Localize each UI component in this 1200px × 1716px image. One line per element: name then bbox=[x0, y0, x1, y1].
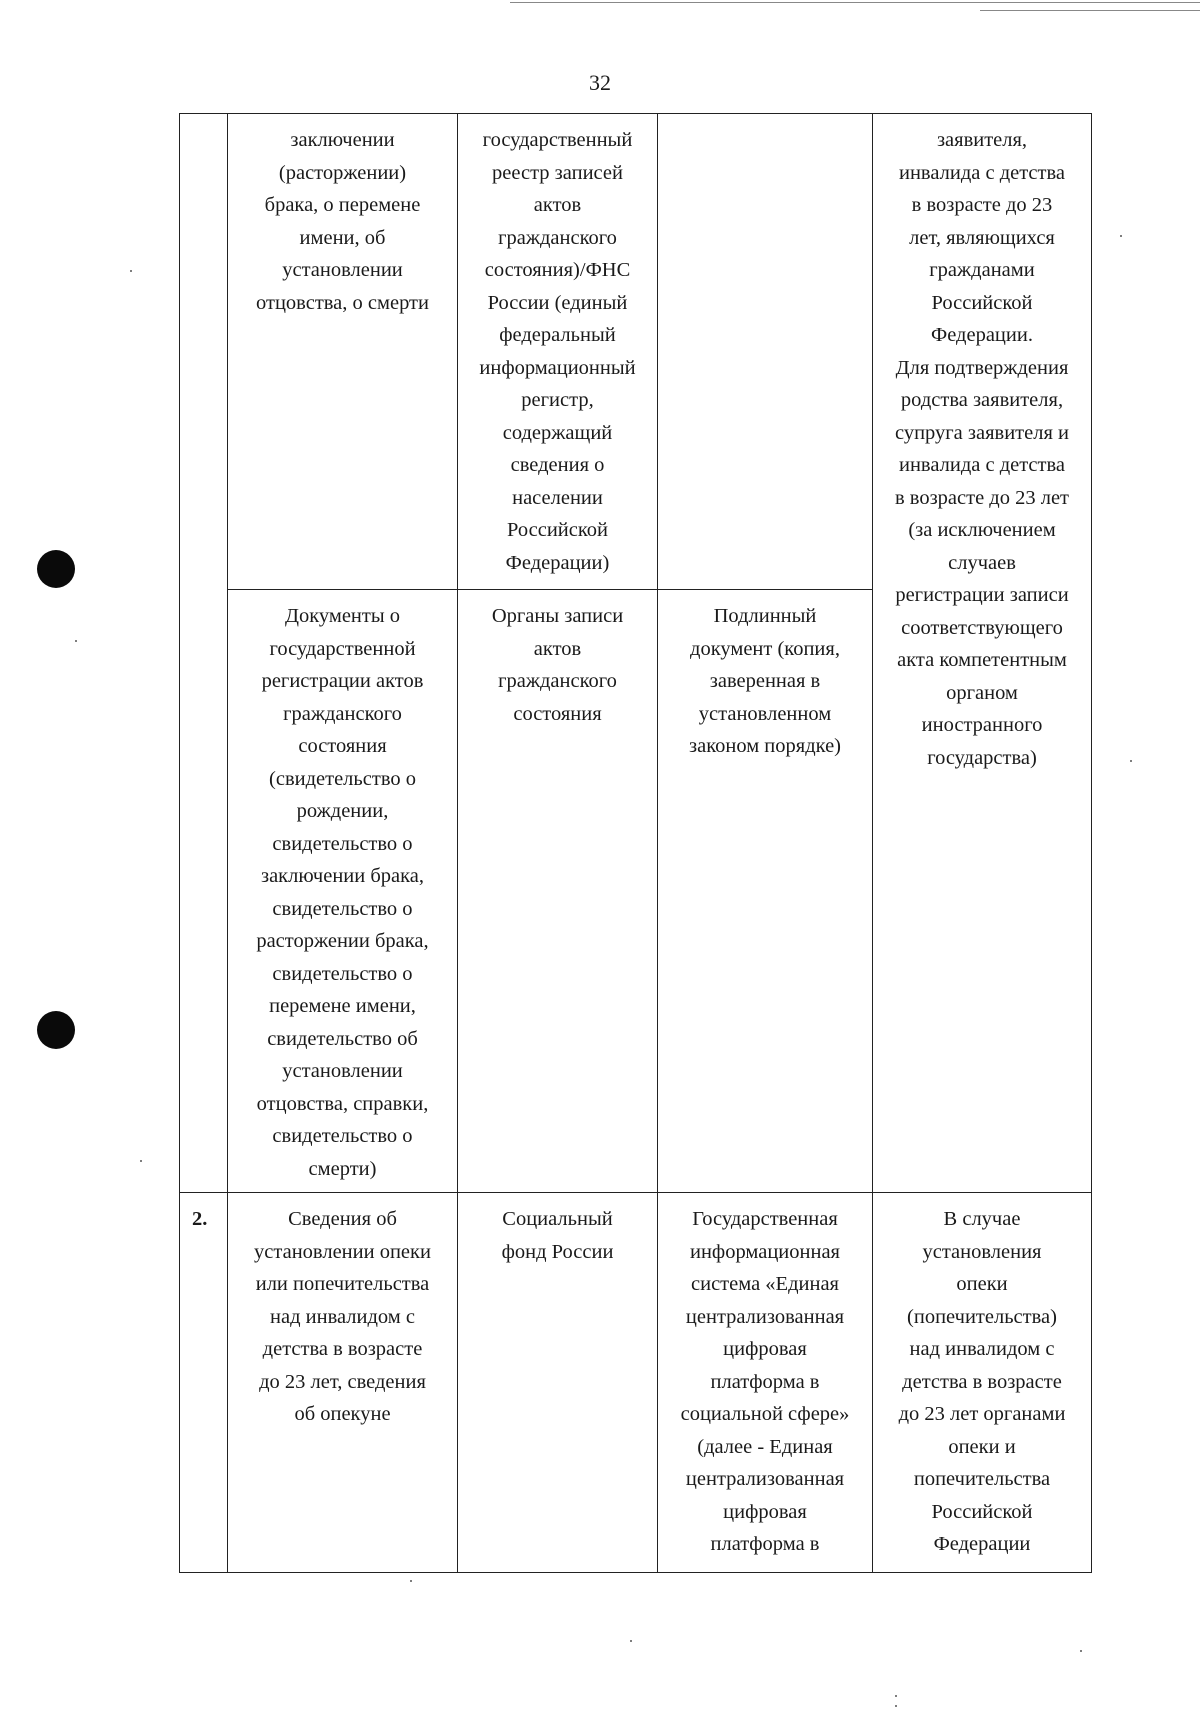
scan-speck bbox=[895, 1695, 897, 1697]
scan-artifact-line bbox=[980, 10, 1200, 11]
conditions-cell: В случае установления опеки (попечительства) над инвалидом с детства в возрасте до 23 лет органами опеки и попечительства Российской Федерации bbox=[873, 1193, 1092, 1573]
punch-hole bbox=[37, 550, 75, 588]
scan-artifact-line bbox=[510, 2, 1200, 3]
scan-speck bbox=[630, 1640, 632, 1642]
scan-speck bbox=[130, 270, 132, 272]
format-cell: Государственная информационная система «Единая централизованная цифровая платформа в социальной сфере» (далее - Единая централизованная цифровая платформа в bbox=[658, 1193, 873, 1573]
row-number-cell bbox=[180, 114, 228, 1193]
source-cell: государственный реестр записей актов гражданского состояния)/ФНС России (единый федеральный информационный регистр, содержащий сведения о населении Российской Федерации) bbox=[458, 114, 658, 590]
document-name-cell: Сведения об установлении опеки или попечительства над инвалидом с детства в возрасте до 23 лет, сведения об опекуне bbox=[228, 1193, 458, 1573]
document-name-cell: Документы о государственной регистрации актов гражданского состояния (свидетельство о рождении, свидетельство о заключении брака, свидетельство о расторжении брака, свидетельство о перемене имени, свидетельство об установлении отцовства, справки, свидетельство о смерти) bbox=[228, 590, 458, 1193]
row-number-cell: 2. bbox=[180, 1193, 228, 1573]
page-number: 32 bbox=[589, 70, 611, 95]
scan-speck bbox=[140, 1160, 142, 1162]
format-cell: Подлинный документ (копия, заверенная в установленном законом порядке) bbox=[658, 590, 873, 1193]
scan-speck bbox=[410, 1580, 412, 1582]
scan-speck bbox=[75, 640, 77, 642]
source-cell: Органы записи актов гражданского состояния bbox=[458, 590, 658, 1193]
table-row bbox=[180, 1193, 1092, 1573]
table-row bbox=[180, 114, 1092, 590]
format-cell bbox=[658, 114, 873, 590]
scan-speck bbox=[1080, 1650, 1082, 1652]
document-name-cell: заключении (расторжении) брака, о перемене имени, об установлении отцовства, о смерти bbox=[228, 114, 458, 590]
scan-speck bbox=[895, 1705, 897, 1707]
document-table bbox=[179, 113, 1092, 1573]
scan-speck bbox=[1120, 235, 1122, 237]
source-cell: Социальный фонд России bbox=[458, 1193, 658, 1573]
conditions-cell: заявителя, инвалида с детства в возрасте до 23 лет, являющихся гражданами Российской Федерации. Для подтверждения родства заявителя, супруга заявителя и инвалида с детства в возрасте до 23 лет (за исключением случаев регистрации записи соответствующего акта компетентным органом иностранного государства) bbox=[873, 114, 1092, 1193]
punch-hole bbox=[37, 1011, 75, 1049]
scan-speck bbox=[1130, 760, 1132, 762]
